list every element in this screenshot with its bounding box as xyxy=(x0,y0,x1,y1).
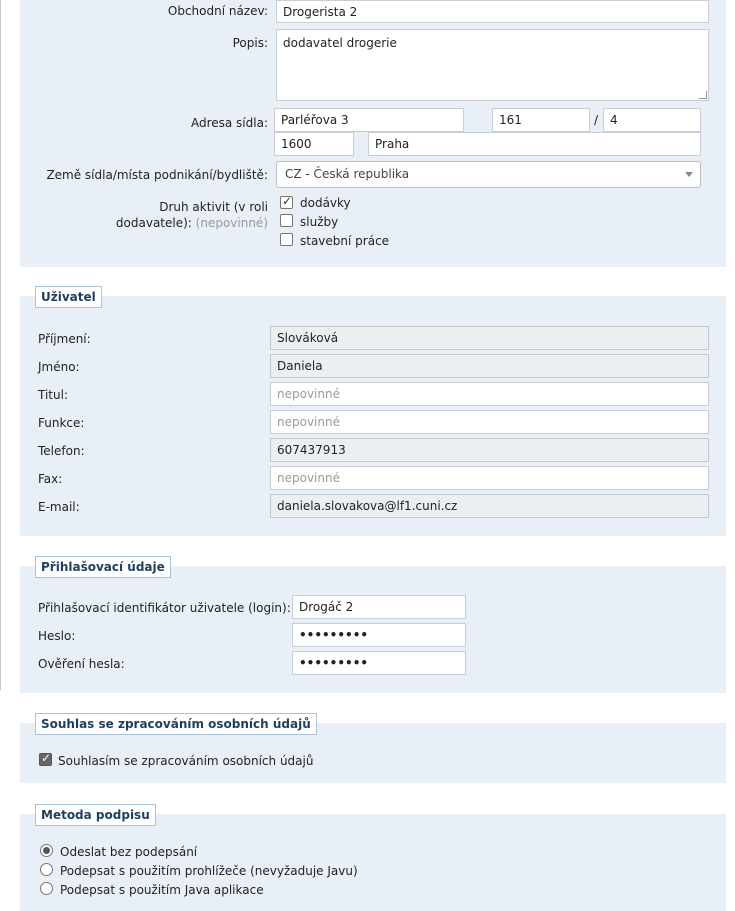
country-label: Země sídla/místa podnikání/bydliště: xyxy=(46,168,268,182)
password-confirm-label: Ověření hesla: xyxy=(38,657,125,671)
email-input[interactable]: daniela.slovakova@lf1.cuni.cz xyxy=(270,494,709,518)
house-number-input[interactable]: 161 xyxy=(492,108,590,132)
description-label: Popis: xyxy=(232,36,268,50)
textarea-resize-handle[interactable] xyxy=(699,91,707,99)
chevron-down-icon xyxy=(685,172,693,177)
consent-checkbox[interactable] xyxy=(39,753,52,766)
signature-option-none-radio[interactable] xyxy=(40,844,53,857)
activity-label-services: služby xyxy=(300,215,339,229)
signature-option-java-radio[interactable] xyxy=(40,882,53,895)
activity-checkbox-construction[interactable] xyxy=(280,233,293,246)
activity-label-line2 xyxy=(116,216,268,230)
phone-input[interactable]: 607437913 xyxy=(270,438,709,462)
zip-input[interactable]: 1600 xyxy=(274,132,354,156)
country-select-value: CZ - Česká republika xyxy=(285,167,410,181)
activity-label-line1: Druh aktivit (v roli xyxy=(159,200,268,214)
password-confirm-input[interactable]: ••••••••• xyxy=(292,651,466,675)
street-input[interactable]: Parléřova 3 xyxy=(274,108,464,132)
title-input[interactable] xyxy=(270,382,709,406)
company-name-input[interactable]: Drogerista 2 xyxy=(276,0,709,23)
signature-option-java-label: Podepsat s použitím Java aplikace xyxy=(60,883,264,897)
firstname-input[interactable]: Daniela xyxy=(270,354,709,378)
surname-input[interactable]: Slováková xyxy=(270,326,709,350)
fax-placeholder: nepovinné xyxy=(277,471,340,485)
login-legend: Přihlašovací údaje xyxy=(35,556,171,578)
position-input[interactable] xyxy=(270,410,709,434)
password-input[interactable]: ••••••••• xyxy=(292,623,466,647)
login-id-label: Přihlašovací identifikátor uživatele (login): xyxy=(38,601,291,615)
fax-label: Fax: xyxy=(38,472,63,486)
description-textarea[interactable]: dodavatel drogerie xyxy=(276,29,709,101)
signature-option-none-label: Odeslat bez podepsání xyxy=(60,845,198,859)
surname-label: Příjmení: xyxy=(38,332,91,346)
password-label: Heslo: xyxy=(38,629,76,643)
country-select[interactable] xyxy=(276,161,701,188)
activity-checkbox-services[interactable] xyxy=(280,214,293,227)
company-name-label: Obchodní název: xyxy=(167,4,268,18)
city-input[interactable]: Praha xyxy=(368,132,701,156)
number-separator: / xyxy=(594,113,599,127)
consent-checkbox-label: Souhlasím se zpracováním osobních údajů xyxy=(58,754,314,768)
consent-legend: Souhlas se zpracováním osobních údajů xyxy=(35,713,317,735)
activity-label-supplies: dodávky xyxy=(300,196,351,210)
activity-label-text: dodavatele): xyxy=(115,216,192,230)
activity-checkbox-supplies[interactable] xyxy=(280,196,293,209)
address-label: Adresa sídla: xyxy=(190,116,268,130)
signature-legend: Metoda podpisu xyxy=(35,804,156,826)
title-label: Titul: xyxy=(38,388,68,402)
phone-label: Telefon: xyxy=(38,444,85,458)
orientation-number-input[interactable]: 4 xyxy=(603,108,701,132)
position-placeholder: nepovinné xyxy=(277,415,340,429)
activity-label-construction: stavební práce xyxy=(300,234,390,248)
signature-option-browser-label: Podepsat s použitím prohlížeče (nevyžaduje Javu) xyxy=(60,864,358,878)
fax-input[interactable] xyxy=(270,466,709,490)
user-legend: Uživatel xyxy=(35,286,102,308)
activity-optional-note: (nepovinné) xyxy=(195,216,268,230)
signature-option-browser-radio[interactable] xyxy=(40,863,53,876)
left-border-line xyxy=(0,0,1,690)
email-label: E-mail: xyxy=(38,500,80,514)
position-label: Funkce: xyxy=(38,416,85,430)
title-placeholder: nepovinné xyxy=(277,387,340,401)
login-id-input[interactable]: Drogáč 2 xyxy=(292,595,466,619)
firstname-label: Jméno: xyxy=(38,360,80,374)
